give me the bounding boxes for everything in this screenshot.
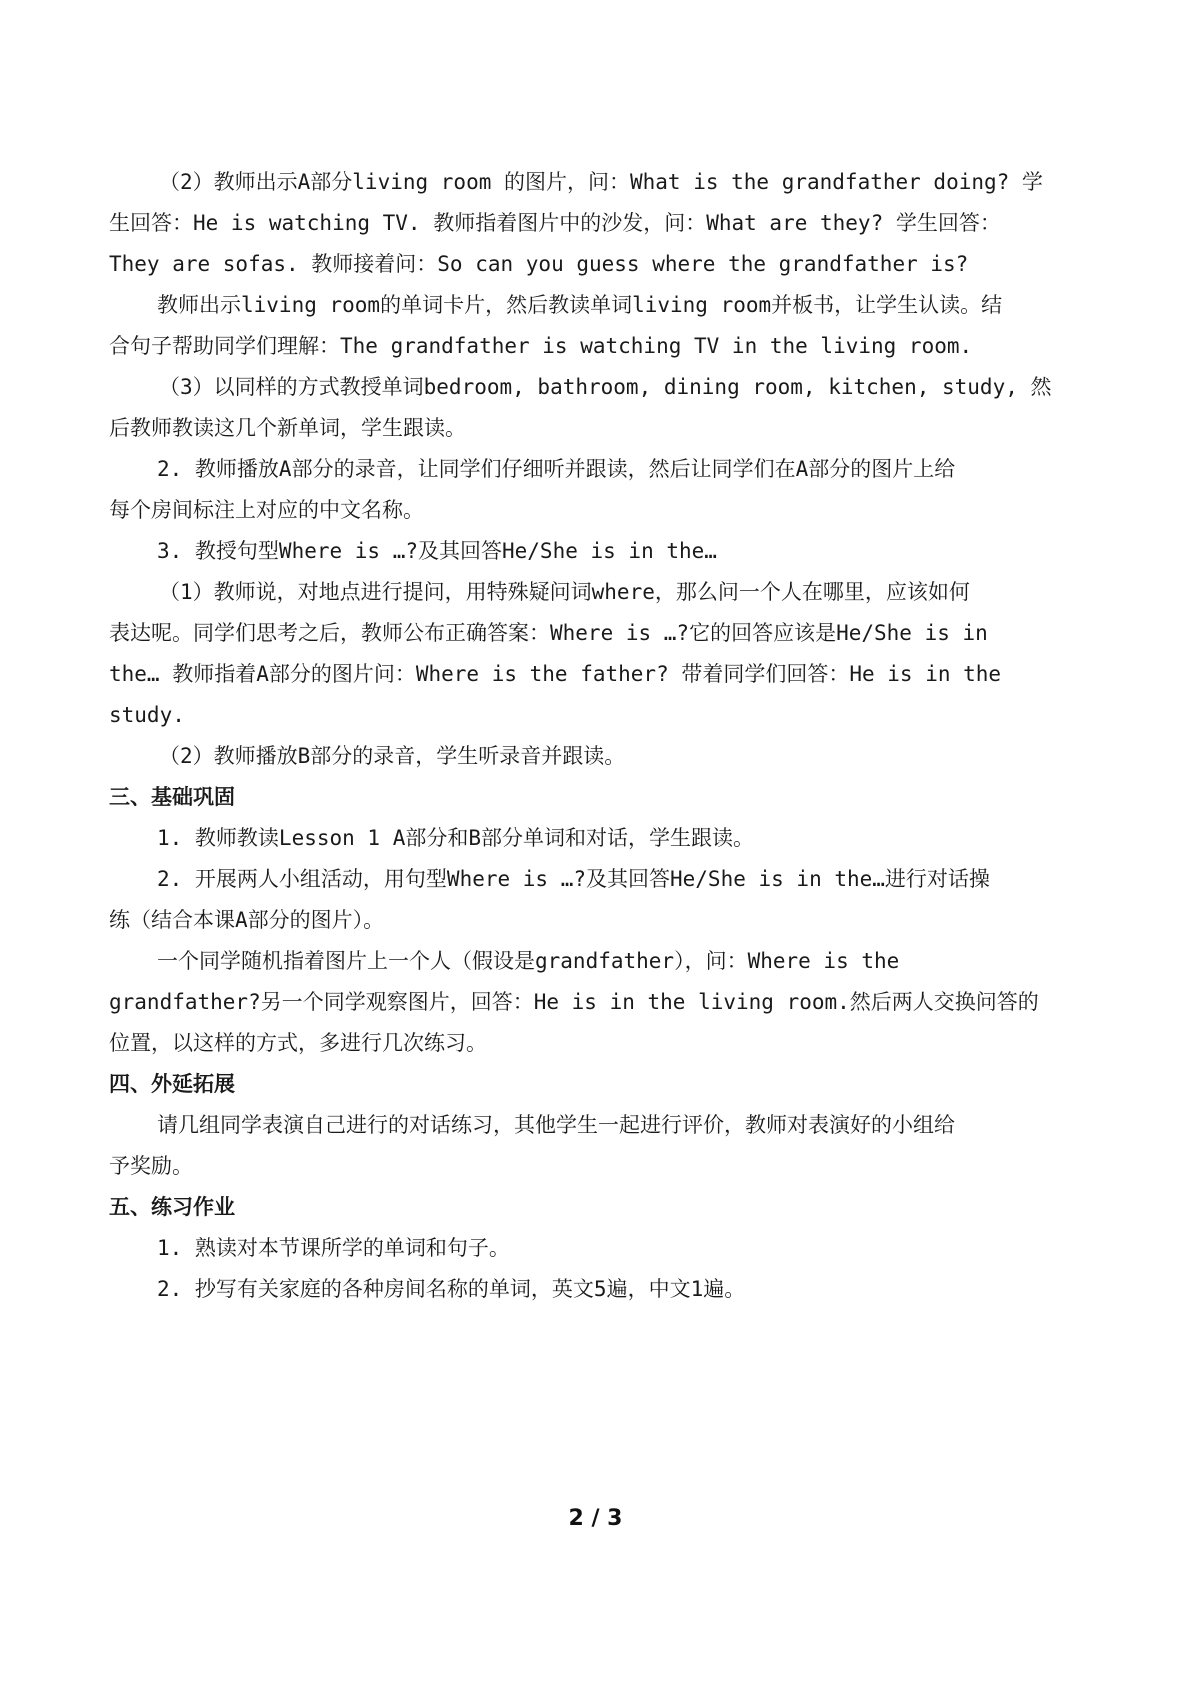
page-number: 2 / 3 <box>568 1506 623 1531</box>
paragraph-line: 2. 抄写有关家庭的各种房间名称的单词，英文5遍，中文1遍。 <box>157 1277 746 1301</box>
paragraph-line: the… 教师指着A部分的图片问：Where is the father? 带着同学们回答：He is in the <box>109 662 1002 686</box>
paragraph-line: 3. 教授句型Where is …?及其回答He/She is in the… <box>157 539 717 563</box>
paragraph-line: 后教师教读这几个新单词，学生跟读。 <box>109 416 466 440</box>
section-heading: 五、练习作业 <box>109 1195 235 1219</box>
paragraph-line: （2）教师出示A部分living room 的图片，问：What is the grandfather doing? 学 <box>159 170 1043 194</box>
paragraph-line: 合句子帮助同学们理解：The grandfather is watching TV in the living room. <box>109 334 973 358</box>
paragraph-line: 每个房间标注上对应的中文名称。 <box>109 498 424 522</box>
paragraph-line: 教师出示living room的单词卡片，然后教读单词living room并板书，让学生认读。结 <box>157 293 1003 317</box>
paragraph-line: 一个同学随机指着图片上一个人（假设是grandfather），问：Where is the <box>157 949 900 973</box>
paragraph-line: 1. 教师教读Lesson 1 A部分和B部分单词和对话，学生跟读。 <box>157 826 755 850</box>
paragraph-line: 请几组同学表演自己进行的对话练习，其他学生一起进行评价，教师对表演好的小组给 <box>157 1113 955 1137</box>
paragraph-line: （1）教师说，对地点进行提问，用特殊疑问词where，那么问一个人在哪里，应该如何 <box>159 580 970 604</box>
section-heading: 三、基础巩固 <box>109 785 235 809</box>
paragraph-line: 练（结合本课A部分的图片）。 <box>109 908 385 932</box>
paragraph-line: 2. 开展两人小组活动，用句型Where is …?及其回答He/She is in the…进行对话操 <box>157 867 990 891</box>
paragraph-line: 位置，以这样的方式，多进行几次练习。 <box>109 1031 487 1055</box>
paragraph-line: 1. 熟读对本节课所学的单词和句子。 <box>157 1236 510 1260</box>
paragraph-line: They are sofas. 教师接着问：So can you guess where the grandfather is? <box>109 252 969 276</box>
paragraph-line: grandfather?另一个同学观察图片，回答：He is in the living room.然后两人交换问答的 <box>109 990 1039 1014</box>
paragraph-line: study. <box>109 703 185 727</box>
paragraph-line: （3）以同样的方式教授单词bedroom, bathroom, dining room, kitchen, study, 然 <box>159 375 1052 399</box>
paragraph-line: 表达呢。同学们思考之后，教师公布正确答案：Where is …?它的回答应该是He/She is in <box>109 621 988 645</box>
paragraph-line: （2）教师播放B部分的录音，学生听录音并跟读。 <box>159 744 626 768</box>
paragraph-line: 生回答：He is watching TV. 教师指着图片中的沙发，问：What are they? 学生回答： <box>109 211 1001 235</box>
paragraph-line: 2. 教师播放A部分的录音，让同学们仔细听并跟读，然后让同学们在A部分的图片上给 <box>157 457 956 481</box>
paragraph-line: 予奖励。 <box>109 1154 193 1178</box>
section-heading: 四、外延拓展 <box>109 1072 235 1096</box>
